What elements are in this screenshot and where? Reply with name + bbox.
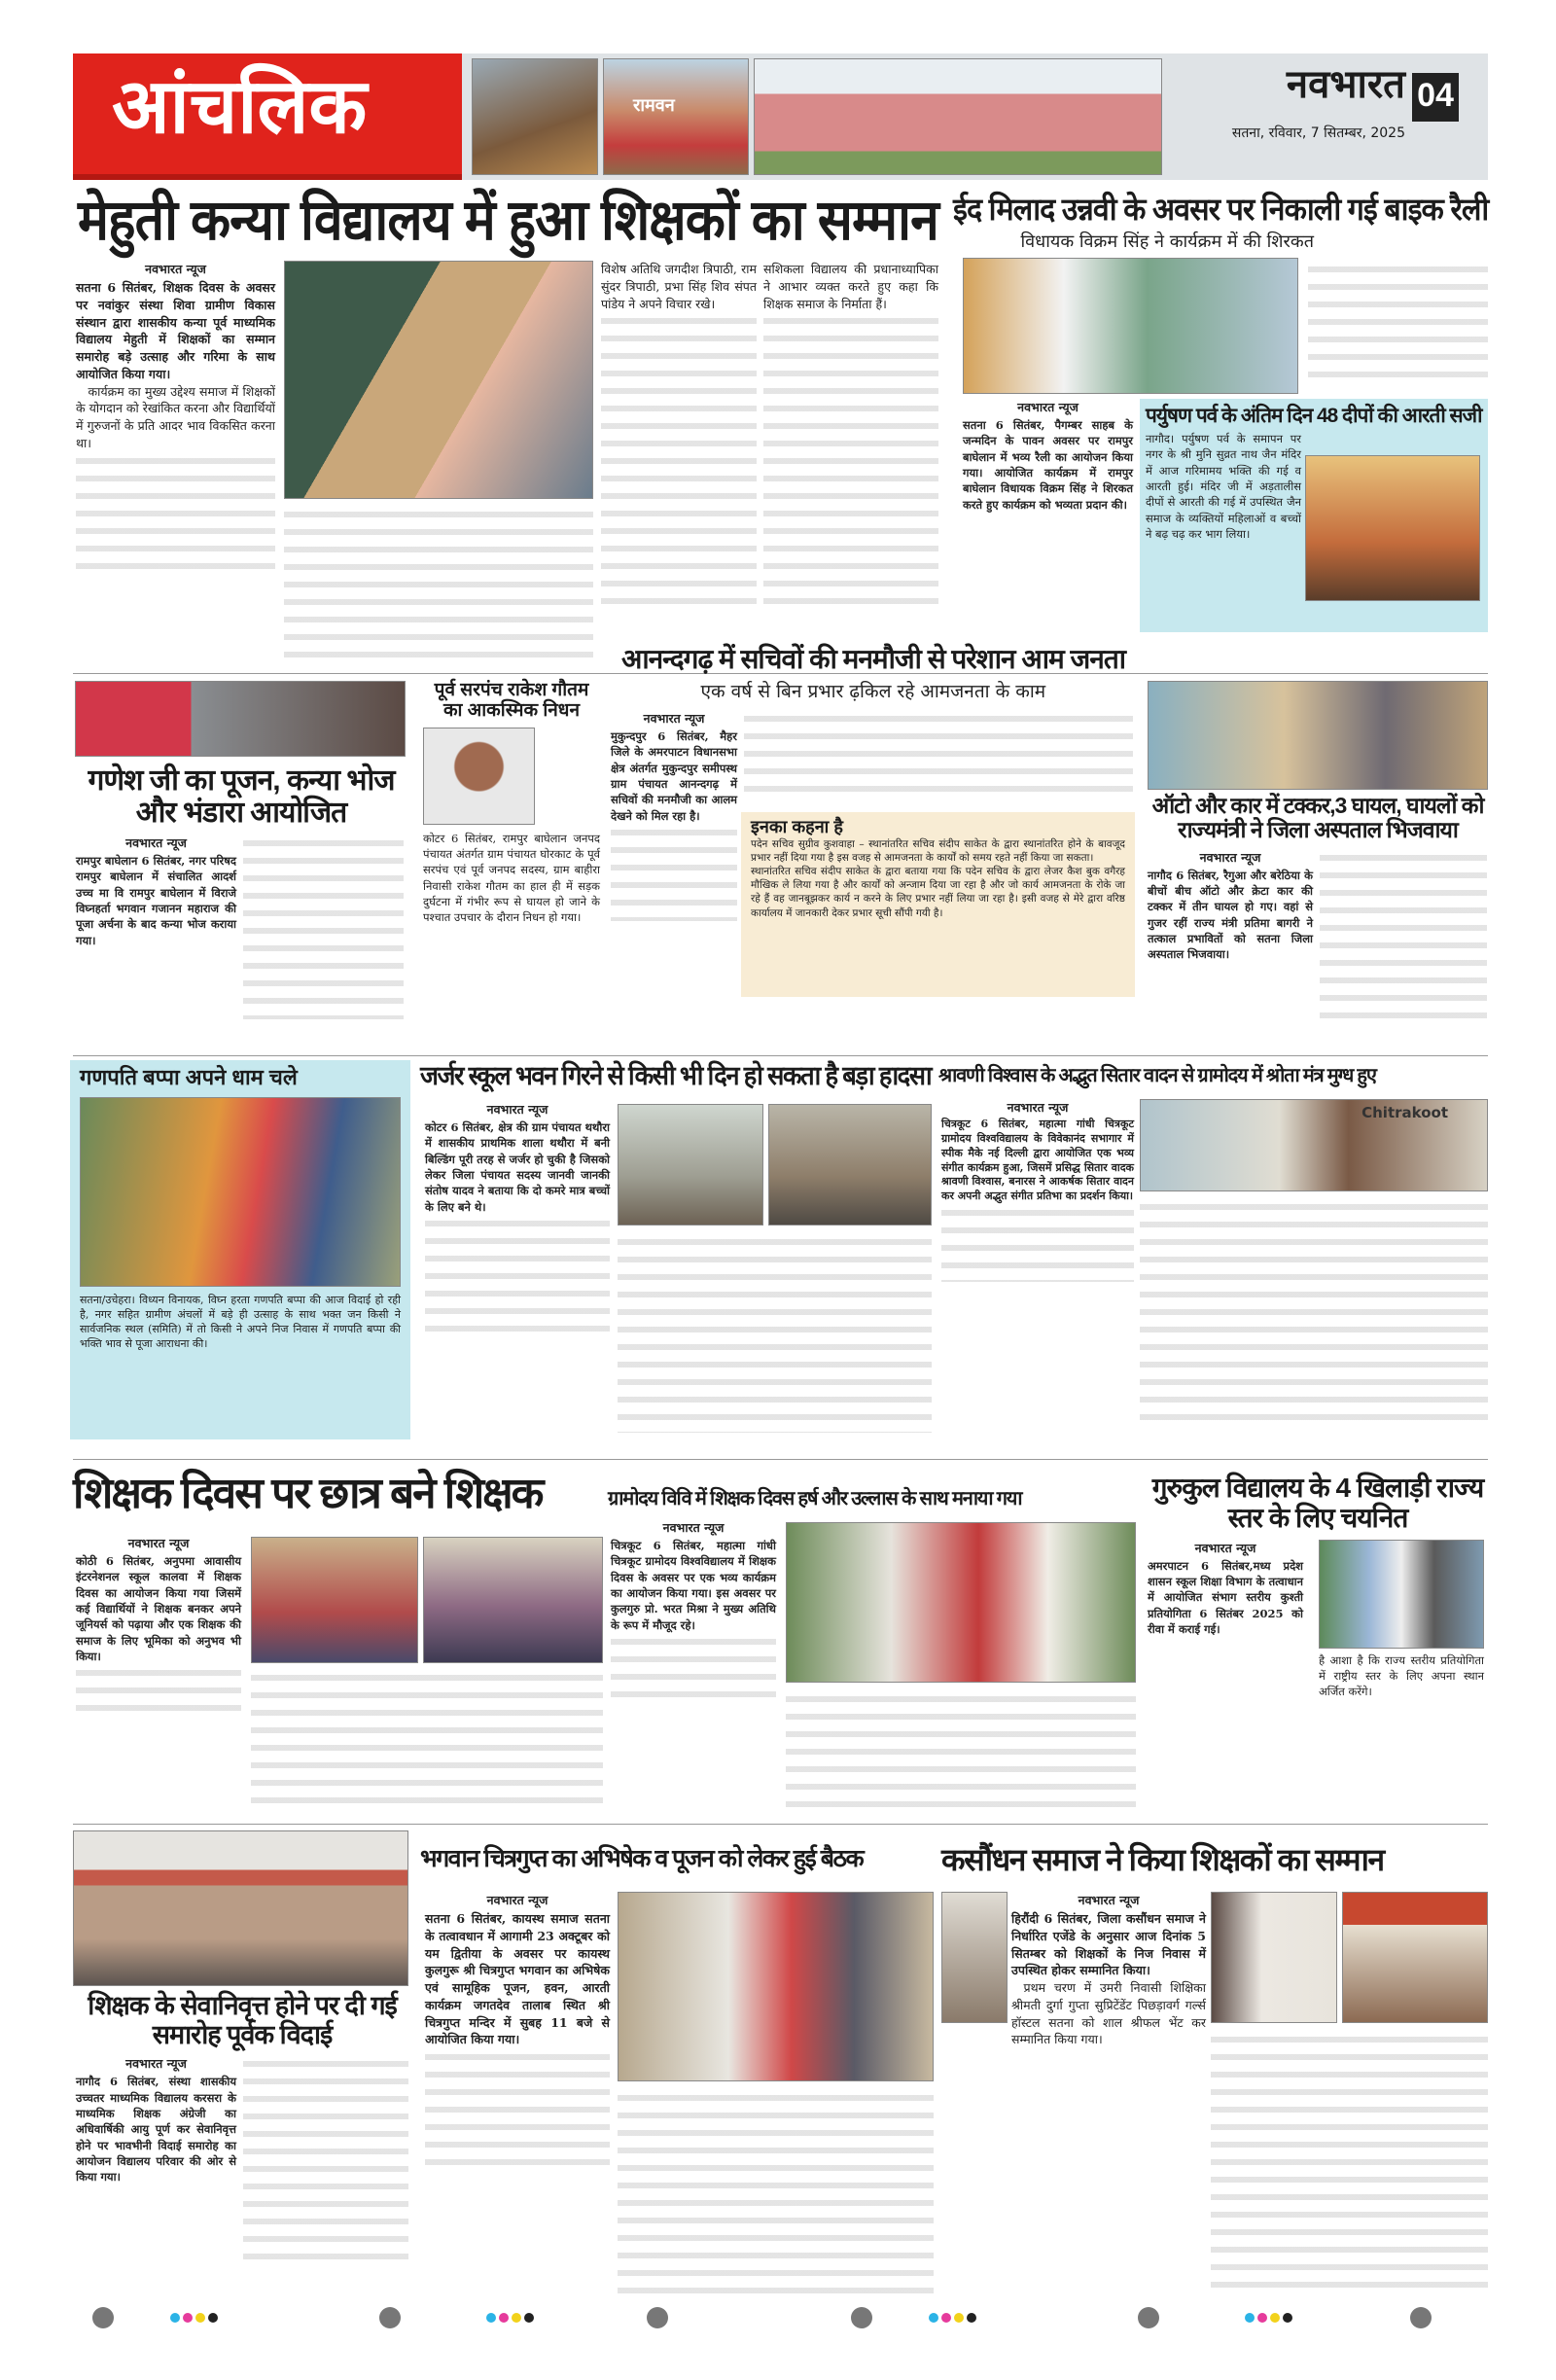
gurukul-right-col bbox=[1319, 1540, 1484, 1700]
headline-auto: ऑटो और कार में टक्कर,3 घायल, घायलों को राज्यमंत्री ने जिला अस्पताल भिजवाया bbox=[1151, 793, 1484, 843]
dateline: सतना, रविवार, 7 सितम्बर, 2025 bbox=[1231, 125, 1405, 141]
headline-vidai: शिक्षक के सेवानिवृत्त होने पर दी गई समारोह पूर्वक विदाई bbox=[88, 1991, 397, 2049]
article-lead: कोठी 6 सितंबर, अनुपमा आवासीय इंटरनेशनल स्कूल कालवा में शिक्षक दिवस का आयोजन किया गया जिसमें कई विद्यार्थियों ने शिक्षक बनकर अपने जूनियर्स को पढ़ाया और एक शिक्षक की समाज के लिए भूमिका को अनुभव भी किया। bbox=[76, 1554, 241, 1663]
photo-sitar-recital bbox=[1140, 1099, 1488, 1191]
divider bbox=[73, 1055, 1488, 1056]
photo-chhatra-2 bbox=[423, 1537, 603, 1663]
byline: नवभारत न्यूज bbox=[486, 1102, 548, 1117]
photo-kasaudhan-1 bbox=[941, 1892, 1008, 2023]
article-text: सतना/उचेहरा। विध्यन विनायक, विघ्न हरता गणपति बप्पा की आज विदाई हो रही है, नगर सहित ग्रामीण अंचलों में बड़े ही उत्साह के साथ भक्त जन किसी ने सार्वजनिक स्थल (समिति) में तो किसी ने अपने निज निवास में गणपति बप्पा की भक्ति भाव से पूजा आराधना की। bbox=[80, 1294, 401, 1350]
article-auto-block bbox=[1148, 794, 1488, 1024]
article-kasaudhan bbox=[1011, 1892, 1206, 2048]
headline-kasaudhan: कसौंधन समाज ने किया शिक्षकों का सम्मान bbox=[941, 1842, 1384, 1877]
text-continuation bbox=[744, 710, 1133, 802]
paper-name: नवभारत bbox=[1286, 63, 1405, 106]
divider bbox=[73, 1824, 1488, 1825]
byline: नवभारत न्यूज bbox=[1199, 849, 1261, 865]
photo-mehuti-ceremony bbox=[284, 261, 593, 499]
text-columns bbox=[284, 506, 593, 666]
article-vidai-block bbox=[76, 1992, 408, 2269]
byline: नवभारत न्यूज bbox=[1017, 400, 1079, 414]
byline: नवभारत न्यूज bbox=[643, 711, 705, 726]
subhead-anandgarh: एक वर्ष से बिन प्रभार ढ़किल रहे आमजनता के काम bbox=[700, 681, 1046, 702]
headline-jarjar: जर्जर स्कूल भवन गिरने से किसी भी दिन हो सकता है बड़ा हादसा bbox=[420, 1061, 932, 1090]
article-lead: सतना 6 सितंबर, कायस्थ समाज सतना के तत्वावधान में आगामी 23 अक्टूबर को यम द्वितीया के अवसर पर कायस्थ कुलगुरू श्री चित्रगुप्त भगवान का अभिषेक एवं सामूहिक पूजन, हवन, आरती कार्यक्रम जगतदेव तालाब स्थित श्री चित्रगुप्त मन्दिर में सुबह 11 बजे से आयोजित किया गया। bbox=[425, 1911, 610, 2047]
headline-ganesh: गणेश जी का पूजन, कन्या भोज और भंडारा आयोजित bbox=[88, 764, 395, 829]
article-lead: मुकुन्दपुर 6 सितंबर, मैहर जिले के अमरपाटन विधानसभा क्षेत्र अंतर्गत मुकुन्दपुर समीपस्थ ग्राम पंचायत आनन्दगढ़ में सचिवों की मनमौजी का आलम देखने को मिल रहा है। bbox=[611, 729, 737, 823]
article-lead: सतना 6 सितंबर, शिक्षक दिवस के अवसर पर नवांकुर संस्था शिवा ग्रामीण विकास संस्थान द्वारा शासकीय कन्या पूर्व माध्यमिक विद्यालय मेहुती में शिक्षकों का सम्मान समारोह बड़े उत्साह और गरिमा के साथ आयोजित किया गया। bbox=[76, 280, 275, 381]
text-continuation bbox=[1140, 1198, 1488, 1432]
article-shravani bbox=[941, 1099, 1134, 1282]
section-banner bbox=[73, 53, 462, 180]
article-gramoday bbox=[611, 1519, 776, 1701]
box-title: इनका कहना है bbox=[751, 817, 843, 836]
text-continuation bbox=[243, 835, 404, 1019]
article-lead: चित्रकूट 6 सितंबर, महात्मा गांधी चित्रकूट ग्रामोदय विश्वविद्यालय में शिक्षक दिवस के अवसर पर एक भव्य कार्यक्रम का आयोजन किया गया। इस अवसर पर कुलगुरु प्रो. भरत मिश्रा ने मुख्य अतिथि के रूप में मौजूद रहे। bbox=[611, 1539, 776, 1632]
article-nidhan: कोटर 6 सितंबर, रामपुर बाघेलान जनपद पंचायत अंतर्गत ग्राम पंचायत घोरकाट के पूर्व सरपंच एवं पूर्व जनपद सदस्य, ग्राम बाहीरा निवासी राकेश गौतम का हाल ही में सड़क दुर्घटना में गंभीर रूप से घायल हो जाने के पश्चात उपचार के दौरान निधन हो गया। bbox=[423, 831, 600, 925]
article-lead: सतना 6 सितंबर, पैगम्बर साहब के जन्मदिन के पावन अवसर पर रामपुर बाघेलान में भव्य रैली का आयोजन किया गया। आयोजित कार्यक्रम में रामपुर बाघेलान विधायक विक्रम सिंह ने शिरकत करते हुए कार्यक्रम को भव्यता प्रदान की। bbox=[963, 418, 1133, 512]
masthead-photo-statue bbox=[472, 58, 598, 175]
article-text: प्रथम चरण में उमरी निवासी शिक्षिका श्रीमती दुर्गा गुप्ता सुप्रिटेंडेंट पिछड़ावर्ग गर्ल्स हॉस्टल सतना को शाल श्रीफल भेंट कर सम्मानित किया गया। bbox=[1011, 1980, 1206, 2047]
article-lead: नागौद 6 सितंबर, रैगुआ और बरेठिया के बीचों बीच ऑटो और क्रेटा कार की टक्कर में तीन घायल हो गए। वहां से गुजर रहीं राज्य मंत्री प्रतिमा बागरी ने तत्काल प्रभावितों को सतना जिला अस्पताल भिजवाया। bbox=[1148, 868, 1313, 962]
article-gurukul-block bbox=[1148, 1474, 1488, 1700]
masthead bbox=[73, 53, 1488, 180]
byline: नवभारत न्यूज bbox=[662, 1520, 725, 1535]
headline-eid: ईद मिलाद उन्नवी के अवसर पर निकाली गई बाइक रैली bbox=[953, 192, 1489, 227]
photo-jarjar-classroom bbox=[768, 1104, 932, 1226]
box-paryushan bbox=[1140, 399, 1488, 632]
photo-paryushan-aarti bbox=[1305, 455, 1480, 601]
article-lead: कोटर 6 सितंबर, क्षेत्र की ग्राम पंचायत थथौरा में शासकीय प्राथमिक शाला थथौरा में बनी बिल्डिंग पूरी तरह से जर्जर हो चुकी है जिसको लेकर जिला पंचायत सदस्य जानवी जानकी संतोष यादव ने बताया कि दो कमरे मात्र बच्चों के लिए बने थे। bbox=[425, 1120, 610, 1214]
photo-gramoday-event bbox=[786, 1522, 1136, 1683]
text-continuation bbox=[1211, 2031, 1488, 2295]
article-ganesh-block bbox=[76, 764, 407, 1019]
subhead-eid: विधायक विक्रम सिंह ने कार्यक्रम में की शिरकत bbox=[1020, 231, 1314, 252]
article-jarjar bbox=[425, 1101, 610, 1332]
byline: नवभारत न्यूज bbox=[1078, 1893, 1140, 1907]
byline: नवभारत न्यूज bbox=[145, 262, 206, 276]
headline-chhatra: शिक्षक दिवस पर छात्र बने शिक्षक bbox=[73, 1470, 543, 1517]
headline-gurukul: गुरुकुल विद्यालय के 4 खिलाड़ी राज्य स्तर के लिए चयनित bbox=[1151, 1473, 1484, 1533]
text-continuation bbox=[618, 2089, 934, 2295]
photo-ganesh-puja bbox=[75, 681, 406, 757]
photo-rakesh-gautam bbox=[423, 728, 535, 825]
article-lead: रामपुर बाघेलान 6 सितंबर, नगर परिषद रामपुर बाघेलान में संचालित आदर्श उच्च मा वि रामपुर बाघेलान में विराजे विघ्नहर्ता भगवान गजानन महाराज की पूजा अर्चना के बाद कन्या भोज कराया गया। bbox=[76, 854, 236, 947]
page-number: 04 bbox=[1412, 73, 1459, 122]
text-continuation bbox=[76, 452, 275, 569]
article-vidai bbox=[76, 2055, 236, 2185]
byline: नवभारत न्यूज bbox=[125, 2056, 187, 2072]
text-continuation bbox=[243, 2055, 408, 2269]
article-lead: चित्रकूट 6 सितंबर, महात्मा गांधी चित्रकूट ग्रामोदय विश्वविद्यालय के विवेकानंद सभागार में स्पीक मैके नई दिल्ली द्वारा आयोजित एक भव्य संगीत कार्यक्रम हुआ, जिसमें प्रसिद्ध सितार वादक श्रावणी विश्वास, बनारस ने आकर्षक सितार वादन कर अपनी अद्भुत संगीत प्रतिभा का प्रदर्शन किया। bbox=[941, 1118, 1134, 1203]
byline: नवभारत न्यूज bbox=[1194, 1540, 1256, 1555]
text-continuation bbox=[618, 1233, 932, 1433]
article-mehuti-col4 bbox=[763, 261, 938, 604]
headline-anandgarh: आनन्दगढ़ में सचिवों की मनमौजी से परेशान आम जनता bbox=[621, 644, 1126, 674]
article-mehuti bbox=[76, 261, 275, 569]
article-nidhan-block bbox=[423, 681, 600, 926]
headline-ganpati: गणपति बप्पा अपने धाम चले bbox=[80, 1065, 298, 1089]
article-lead: हिरौंदी 6 सितंबर, जिला कसौंधन समाज ने निर्धारित एजेंडे के अनुसार आज दिनांक 5 सितम्बर को शिक्षकों के निज निवास में उपस्थित होकर सम्मानित किया। bbox=[1011, 1911, 1206, 1978]
photo-chhatra-1 bbox=[251, 1537, 418, 1663]
article-text: नागौद। पर्युषण पर्व के समापन पर नगर के श्री मुनि सुव्रत नाथ जैन मंदिर में आज गरिमामय भक्ति की गई व आरती हुई। मंदिर जी में अड़तालीस दीपों से आरती की गई में उपस्थित जैन समाज के व्यक्तियों महिलाओं व बच्चों ने बढ़ चढ़ कर भाग लिया। bbox=[1146, 432, 1301, 542]
byline: नवभारत न्यूज bbox=[1007, 1100, 1069, 1115]
headline-shravani: श्रावणी विश्वास के अद्भुत सितार वादन से ग्रामोदय में श्रोता मंत्र मुग्ध हुए bbox=[938, 1065, 1376, 1086]
article-chitragupt bbox=[425, 1892, 610, 2165]
text-continuation bbox=[251, 1669, 603, 1815]
article-auto bbox=[1148, 849, 1313, 963]
article-lead: अमरपाटन 6 सितंबर,मध्य प्रदेश शासन स्कूल शिक्षा विभाग के तत्वाधान में आयोजित संभाग स्तरीय कुश्ती प्रतियोगिता 6 सितंबर 2025 को रीवा में कराई गई। bbox=[1148, 1558, 1303, 1636]
byline: नवभारत न्यूज bbox=[486, 1893, 548, 1907]
photo-eid-rally bbox=[963, 258, 1298, 394]
photo-ganpati-visarjan bbox=[80, 1097, 401, 1287]
masthead-photo-building bbox=[754, 58, 1162, 175]
article-ganesh bbox=[76, 835, 236, 948]
text-continuation bbox=[1320, 849, 1487, 1024]
box-inka-kehna-hai bbox=[741, 812, 1135, 997]
headline-mehuti: मेहुती कन्या विद्यालय में हुआ शिक्षकों का सम्मान bbox=[78, 189, 938, 252]
quote-text: स्थानांतरित सचिव संदीप साकेत के द्वारा बताया गया कि पदेन सचिव के द्वारा लेजर कैश बुक वगैरह मौखिक ले लिया गया है और कार्यों को अन्जाम दिया जा रहा है और जो कार्य आमजनता के रोके जा रहे हैं वह जानबूझकर कार्य न करने के लिए प्रभार नहीं लिया जा रहा है। इसी वजह से मेरे द्वारा वरिष्ठ कार्यालय में जानकारी देकर प्रभार सूची सौंपी गयी है। bbox=[751, 866, 1125, 919]
headline-nidhan: पूर्व सरपंच राकेश गौतम का आकस्मिक निधन bbox=[434, 680, 589, 721]
byline: नवभारत न्यूज bbox=[127, 1536, 190, 1550]
photo-auto-accident bbox=[1148, 681, 1488, 790]
headline-chitragupt: भगवान चित्रगुप्त का अभिषेक व पूजन को लेकर हुई बैठक bbox=[420, 1845, 864, 1872]
article-lead: नागौद 6 सितंबर, संस्था शासकीय उच्चतर माध्यमिक विद्यालय करसरा के माध्यमिक शिक्षक अंग्रेजी का अधिवार्षिकी आयु पूर्ण कर सेवानिवृत्त होने पर भावभीनी विदाई समारोह का आयोजन विद्यालय परिवार की ओर से किया गया। bbox=[76, 2075, 236, 2185]
photo-jarjar-school bbox=[618, 1104, 763, 1226]
article-text: विशेष अतिथि जगदीश त्रिपाठी, राम सुंदर त्रिपाठी, प्रभा सिंह शिव संपत पांडेय ने अपने विचार रखे। bbox=[601, 262, 757, 311]
article-eid-side bbox=[1308, 261, 1488, 387]
box-ganpati bbox=[70, 1060, 410, 1439]
photo-gurukul-wrestlers bbox=[1319, 1540, 1484, 1649]
headline-paryushan: पर्युषण पर्व के अंतिम दिन 48 दीपों की आरती सजी bbox=[1146, 405, 1482, 427]
quote-text: पदेन सचिव सुग्रीव कुशवाहा – स्थानांतरित सचिव संदीप साकेत के द्वारा स्थानांतरित होने के बावजूद प्रभार नहीं दिया गया है इस वजह से आमजनता के कार्यों को समय रहते नहीं किया जा सकता। bbox=[751, 837, 1125, 864]
article-eid bbox=[963, 399, 1133, 513]
text-continuation bbox=[601, 312, 757, 604]
text-continuation bbox=[786, 1690, 1136, 1815]
section-title: आंचलिक bbox=[112, 63, 368, 149]
article-gurukul bbox=[1148, 1540, 1303, 1638]
photo-kasaudhan-3 bbox=[1342, 1892, 1488, 2023]
photo-caption-text: Chitrakoot bbox=[1362, 1104, 1448, 1121]
photo-vidai-group bbox=[73, 1830, 408, 1986]
photo-kasaudhan-2 bbox=[1211, 1892, 1337, 2023]
article-anandgarh bbox=[611, 710, 737, 921]
byline: नवभारत न्यूज bbox=[125, 835, 187, 850]
article-mehuti-col3 bbox=[601, 261, 757, 604]
photo-chitragupt-meeting bbox=[618, 1892, 934, 2081]
masthead-photo-ramvan bbox=[603, 58, 749, 175]
ramvan-sign: रामवन bbox=[633, 95, 675, 116]
article-text: कार्यक्रम का मुख्य उद्देश्य समाज में शिक्षकों के योगदान को रेखांकित करना और विद्यार्थियों में गुरुजनों के प्रति आदर भाव विकसित करना था। bbox=[76, 383, 275, 450]
text-continuation bbox=[763, 312, 938, 604]
article-chhatra bbox=[76, 1535, 241, 1723]
divider bbox=[73, 1459, 1488, 1460]
headline-gramoday: ग्रामोदय विवि में शिक्षक दिवस हर्ष और उल्लास के साथ मनाया गया bbox=[608, 1488, 1022, 1510]
article-text: सशिकला विद्यालय की प्रधानाध्यापिका ने आभार व्यक्त करते हुए कहा कि शिक्षक समाज के निर्माता हैं। bbox=[763, 262, 938, 311]
article-text: है आशा है कि राज्य स्तरीय प्रतियोगिता में राष्ट्रीय स्तर के लिए अपना स्थान अर्जित करेंगे। bbox=[1319, 1652, 1484, 1699]
